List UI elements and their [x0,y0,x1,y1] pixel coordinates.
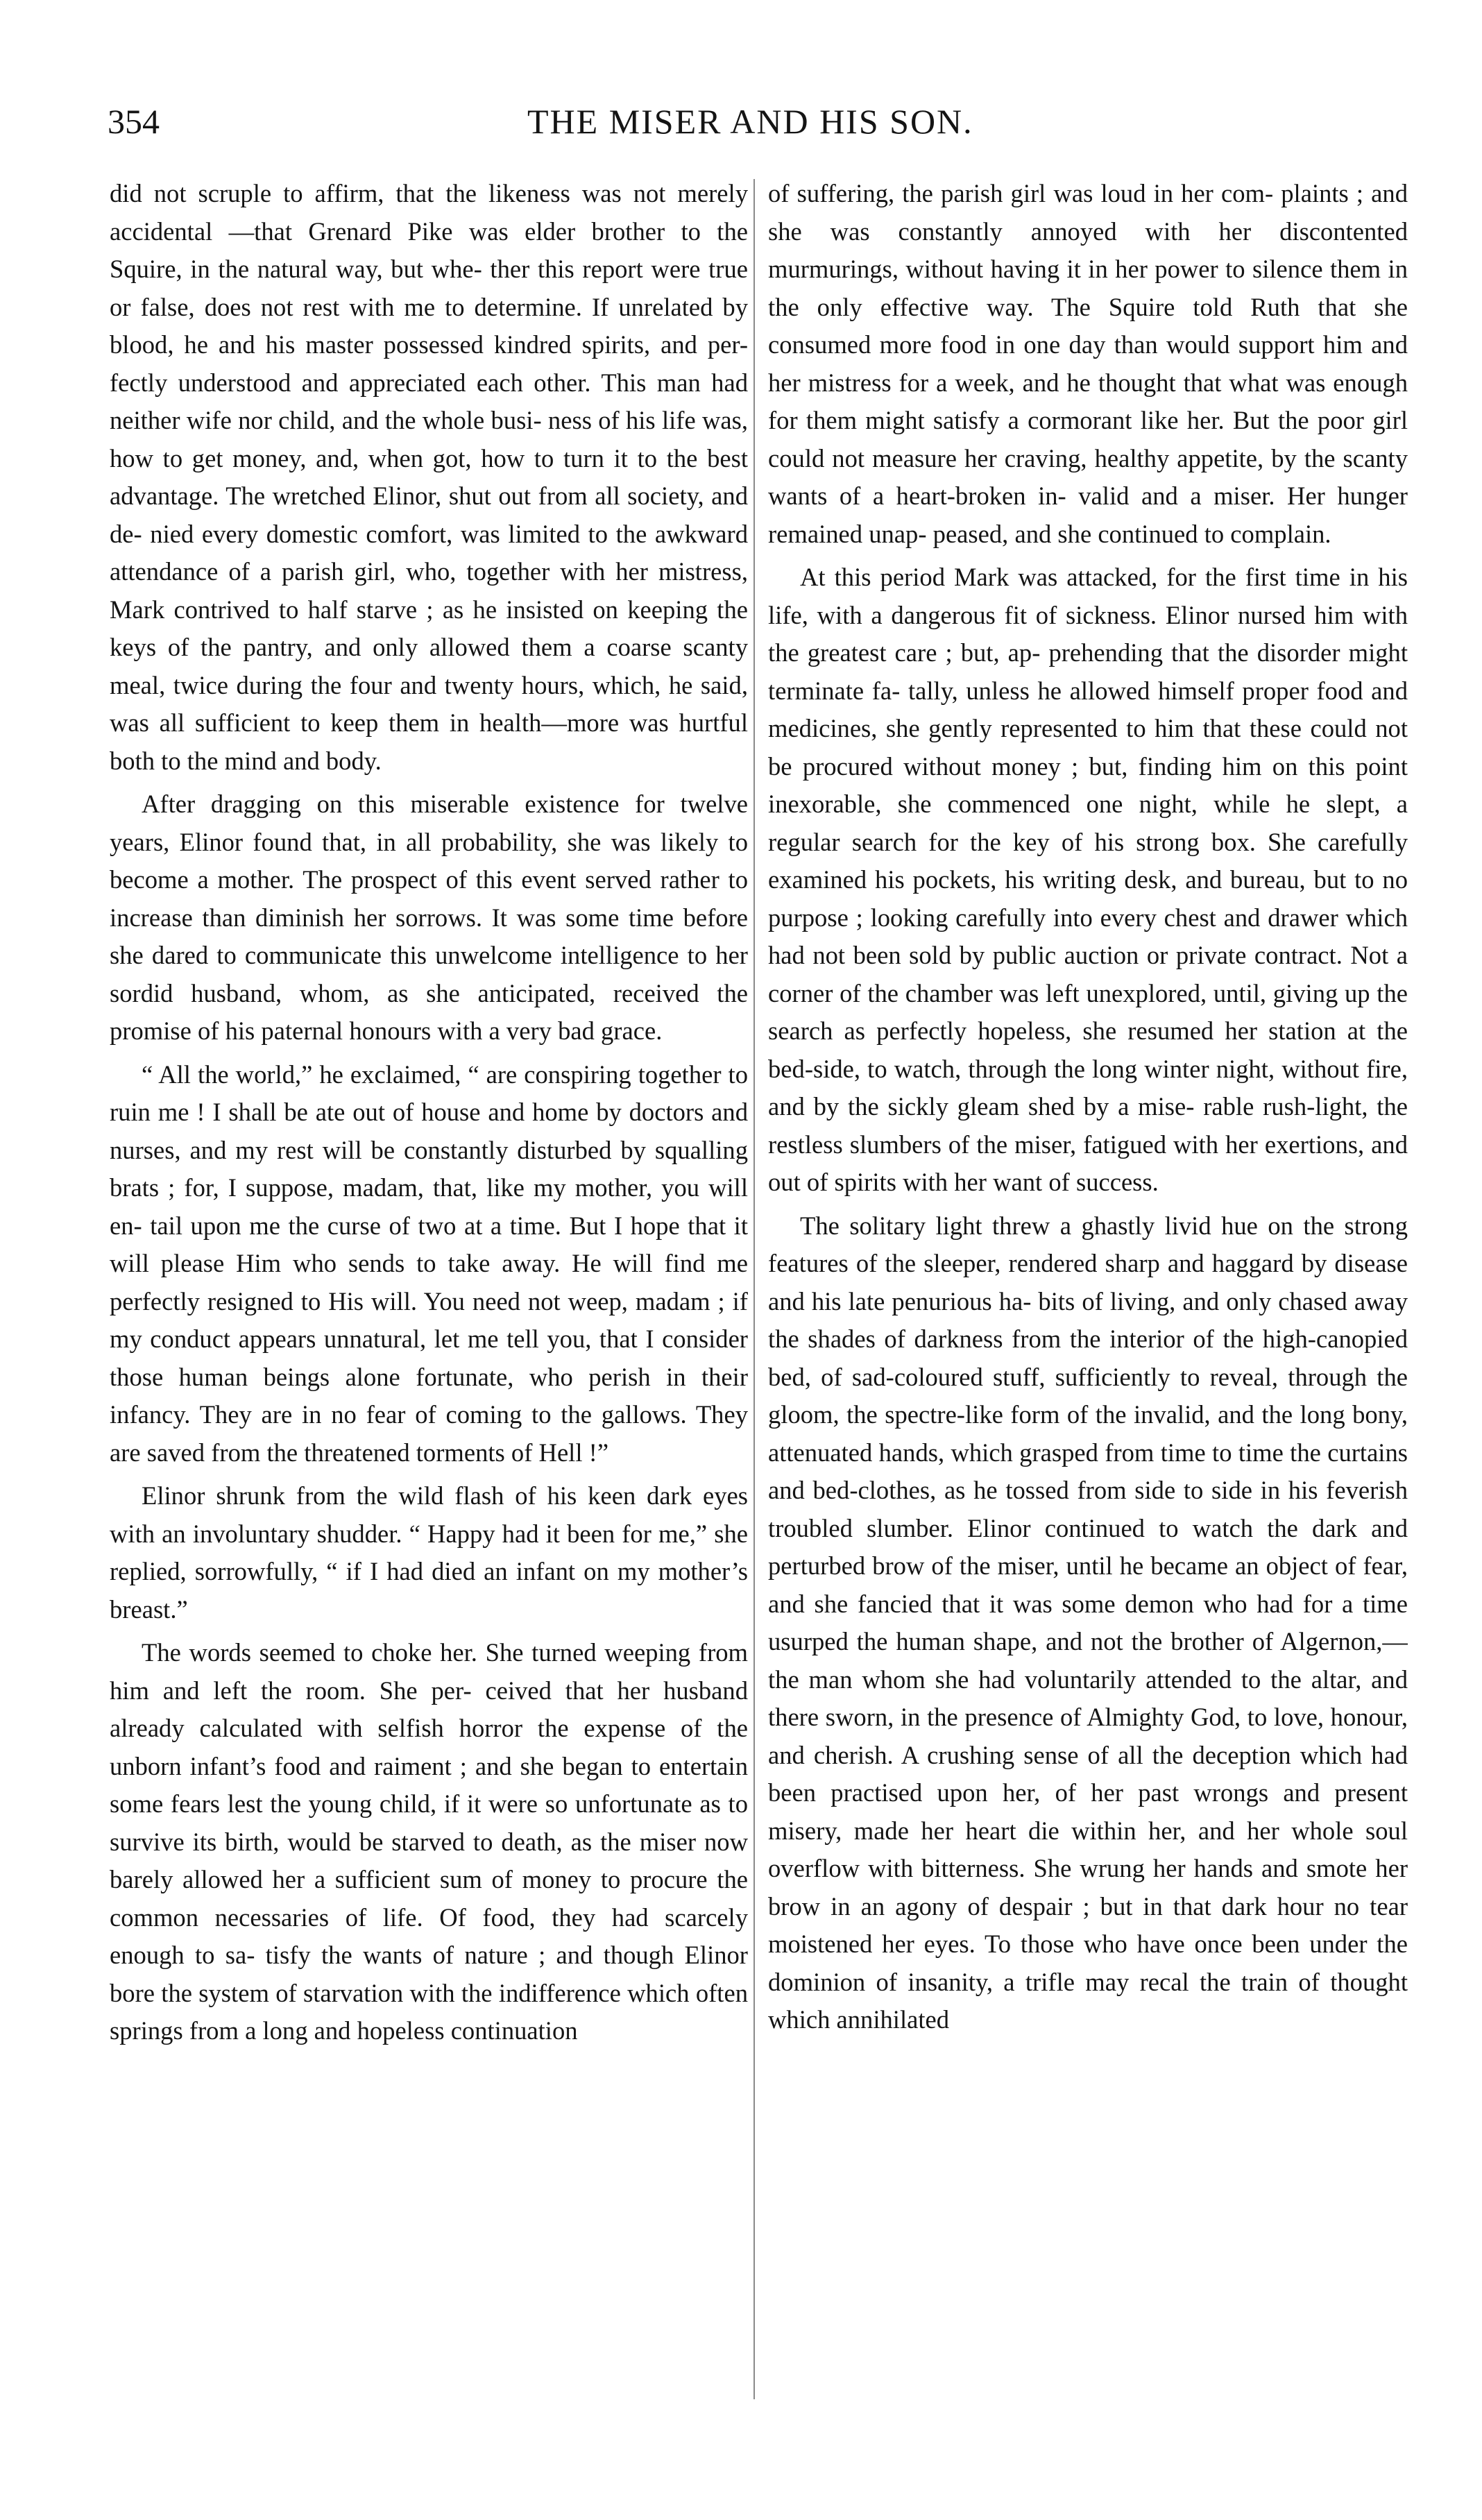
paragraph: The words seemed to choke her. She turned weeping from him and left the room. She per- ceived that her husband already calculated with selfish horror the expense of the unborn infant’s food and raiment ; and she began to entertain some fears lest the young child, if it were so unfortunate as to survive its birth, would be starved to death, as the miser now barely allowed her a sufficient sum of money to procure the common necessaries of life. Of food, they had scarcely enough to sa- tisfy the wants of nature ; and though Elinor bore the system of starvation with the indifference which often springs from a long and hopeless continuation [110,1638,748,2045]
paragraph: of suffering, the parish girl was loud in her com- plaints ; and she was constantly annoyed with her discontented murmurings, without having it in her power to silence them in the only effective way. The Squire told Ruth that she consumed more food in one day than would support him and her mistress for a week, and he thought that what was enough for them might satisfy a cormorant like her. But the poor girl could not measure her craving, healthy appetite, by the scanty wants of a heart-broken in- valid and a miser. Her hunger remained unap- peased, and she continued to complain. [768,179,1408,548]
paragraph: Elinor shrunk from the wild flash of his keen dark eyes with an involuntary shudder. “ Happy had it been for me,” she replied, sorrowfully, “ if I had died an infant on my mother’s breast.” [110,1481,748,1624]
column-divider [753,179,755,2399]
page-number: 354 [108,102,160,141]
paragraph: did not scruple to affirm, that the likeness was not merely accidental —that Grenard Pike was elder brother to the Squire, in the natural way, but whe- ther this report were true or false, does not rest with me to determine. If unrelated by blood, he and his master possessed kindred spirits, and per- fectly understood and appreciated each other. This man had neither wife nor child, and the whole busi- ness of his life was, how to get money, and, when got, how to turn it to the best advantage. The wretched Elinor, shut out from all society, and de- nied every domestic comfort, was limited to the awkward attendance of a parish girl, who, together with her mistress, Mark contrived to half starve ; as he insisted on keeping the keys of the pantry, and only allowed them a coarse scanty meal, twice during the four and twenty hours, which, he said, was all sufficient to keep them in health—more was hurtful both to the mind and body. [110,179,748,775]
paragraph: At this period Mark was attacked, for the first time in his life, with a dangerous fit of sickness. Elinor nursed him with the greatest care ; but, ap- prehending that the disorder might terminate fa- tally, unless he allowed himself proper food and medicines, she gently represented to him that these could not be procured without money ; but, finding him on this point inexorable, she commenced one night, while he slept, a regular search for the key of his strong box. She carefully examined his pockets, his writing desk, and bureau, but to no purpose ; looking carefully into every chest and drawer which had not been sold by public auction or private contract. Not a corner of the chamber was left unexplored, until, giving up the search as perfectly hopeless, she resumed her station at the bed-side, to watch, through the long winter night, without fire, and by the sickly gleam shed by a mise- rable rush-light, the restless slumbers of the miser, fatigued with her exertions, and out of spirits with her want of success. [768,563,1408,1196]
running-title: THE MISER AND HIS SON. [527,102,973,141]
left-column [110,175,748,2402]
paragraph: “ All the world,” he exclaimed, “ are conspiring together to ruin me ! I shall be ate out of house and home by doctors and nurses, and my rest will be constantly disturbed by squalling brats ; for, I suppose, madam, that, like my mother, you will en- tail upon me the curse of two at a time. But I hope that it will please Him who sends to take away. He will find me perfectly resigned to His will. You need not weep, madam ; if my conduct appears unnatural, let me tell you, that I consider those human beings alone fortunate, who perish in their infancy. They are in no fear of coming to the gallows. They are saved from the threatened torments of Hell !” [110,1059,748,1467]
right-column [768,175,1408,2402]
paragraph: After dragging on this miserable existence for twelve years, Elinor found that, in all probability, she was likely to become a mother. The prospect of this event served rather to increase than diminish her sorrows. It was some time before she dared to communicate this unwelcome intelligence to her sordid husband, whom, as she anticipated, received the promise of his paternal honours with a very bad grace. [110,790,748,1045]
paragraph: The solitary light threw a ghastly livid hue on the strong features of the sleeper, rendered sharp and haggard by disease and his late penurious ha- bits of living, and only chased away the shades of darkness from the interior of the high-canopied bed, of sad-coloured stuff, sufficiently to reveal, through the gloom, the spectre-like form of the invalid, and the long bony, attenuated hands, which grasped from time to time the curtains and bed-clothes, as he tossed from side to side in his feverish troubled slumber. Elinor continued to watch the dark and perturbed brow of the miser, until he became an object of fear, and she fancied that it was some demon who had for a time usurped the human shape, and not the brother of Algernon,—the man whom she had voluntarily attended to the altar, and there sworn, in the presence of Almighty God, to love, honour, and cherish. A crushing sense of all the deception which had been practised upon her, of her past wrongs and present misery, made her heart die within her, and her whole soul overflow with bitterness. She wrung her hands and smote her brow in an agony of despair ; but in that dark hour no tear moistened her eyes. To those who have once been under the dominion of insanity, a trifle may recal the train of thought which annihilated [768,1211,1408,2034]
